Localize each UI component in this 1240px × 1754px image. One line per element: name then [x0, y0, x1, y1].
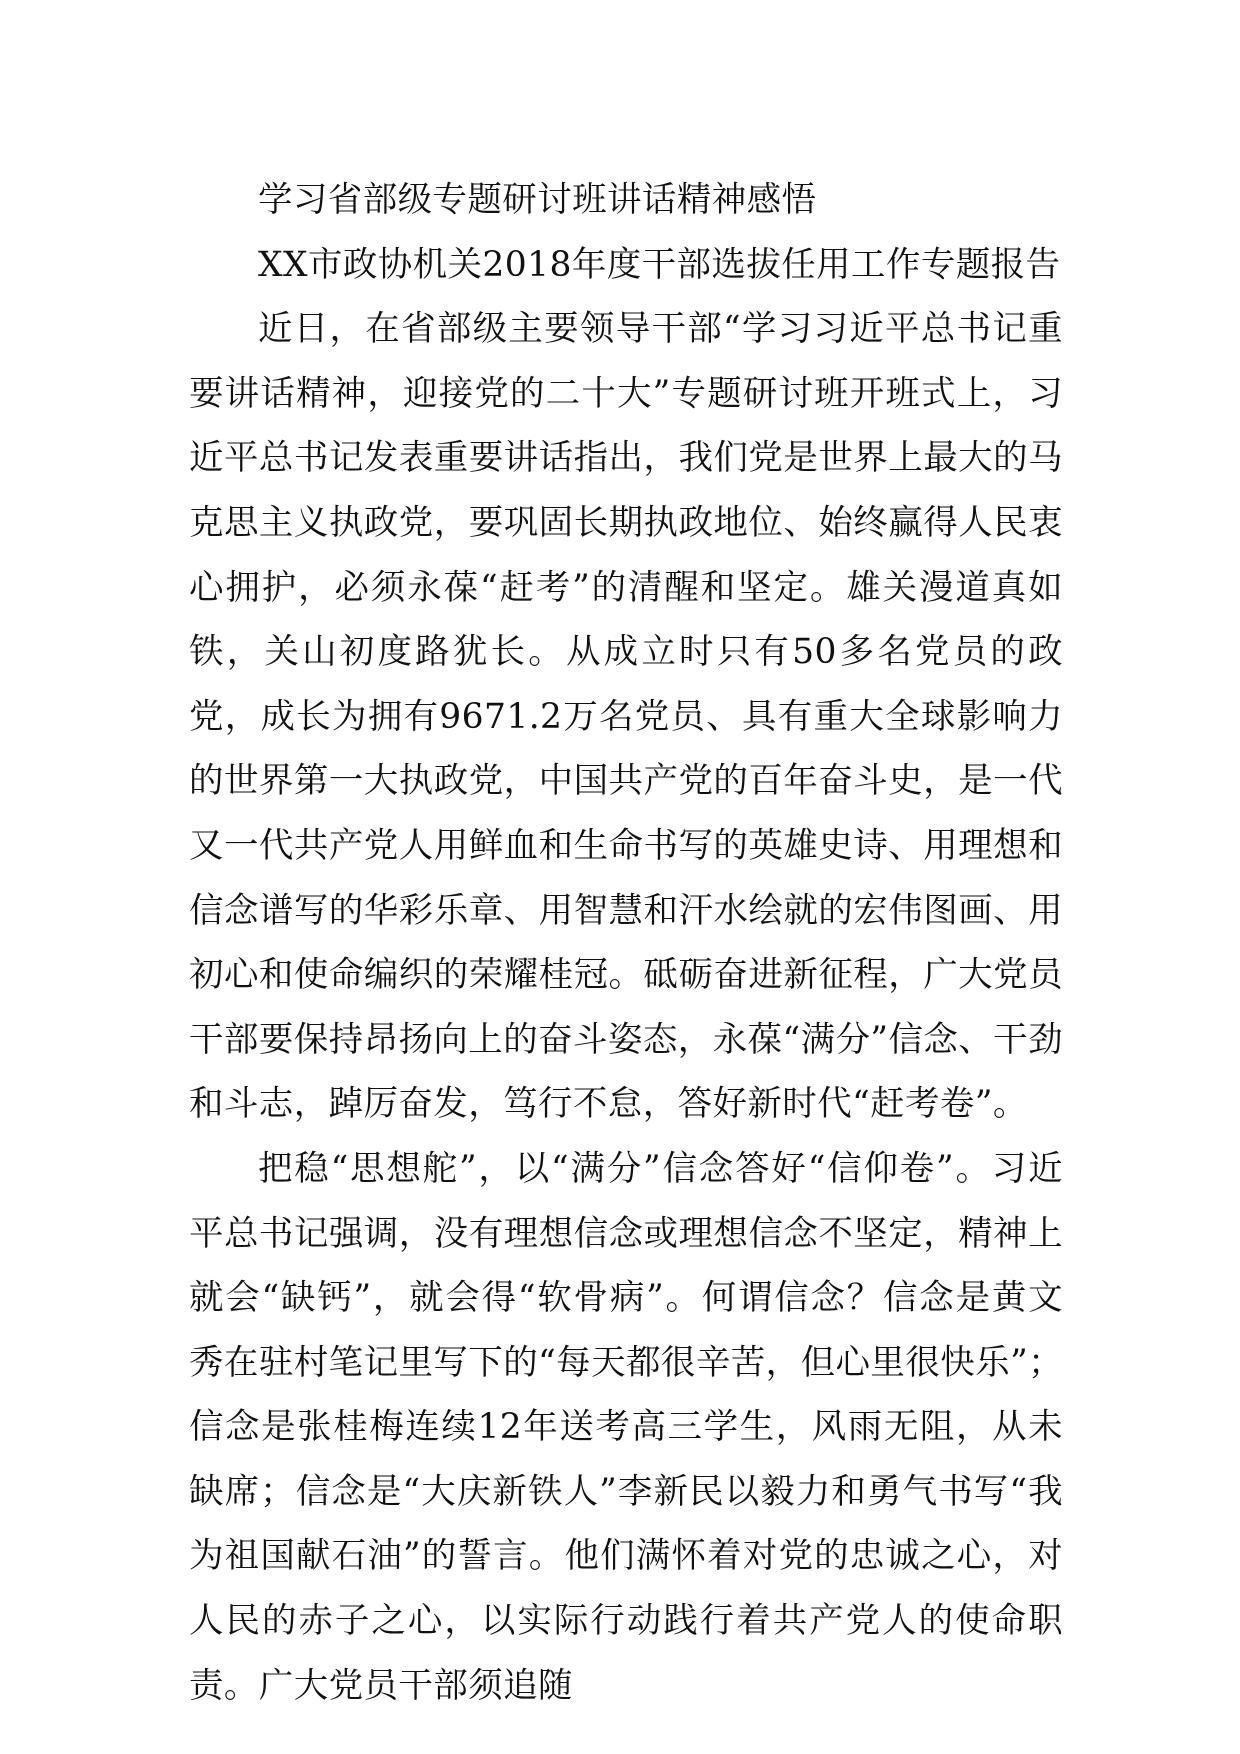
document-body — [189, 168, 1063, 1718]
document-subtitle: XX市政协机关2018年度干部选拔任用工作专题报告 — [258, 244, 1061, 285]
document-title: 学习省部级专题研讨班讲话精神感悟 — [258, 180, 817, 220]
paragraph-2: 把稳“思想舵”，以“满分”信念答好“信仰卷”。习近平总书记强调，没有理想信念或理想信念不坚定，精神上就会“缺钙”，就会得“软骨病”。何谓信念？信念是黄文秀在驻村笔记里写下的“每天都很辛苦，但心里很快乐”；信念是张桂梅连续12年送考高三学生，风雨无阻，从未缺席；信念是“大庆新铁人”李新民以毅力和勇气书写“我为祖国献石油”的誓言。他们满怀着对党的忠诚之心，对人民的赤子之心，以实际行动践行着共产党人的使命职责。广大党员干部须追随 — [189, 1148, 1063, 1706]
paragraph-1: 近日，在省部级主要领导干部“学习习近平总书记重要讲话精神，迎接党的二十大”专题研讨班开班式上，习近平总书记发表重要讲话指出，我们党是世界上最大的马克思主义执政党，要巩固长期执政地位、始终赢得人民衷心拥护，必须永葆“赶考”的清醒和坚定。雄关漫道真如铁，关山初度路犹长。从成立时只有50多名党员的政党，成长为拥有9671.2万名党员、具有重大全球影响力的世界第一大执政党，中国共产党的百年奋斗史，是一代又一代共产党人用鲜血和生命书写的英雄史诗、用理想和信念谱写的华彩乐章、用智慧和汗水绘就的宏伟图画、用初心和使命编织的荣耀桂冠。砥砺奋进新征程，广大党员干部要保持昂扬向上的奋斗姿态，永葆“满分”信念、干劲和斗志，踔厉奋发，笃行不怠，答好新时代“赶考卷”。 — [189, 309, 1063, 1125]
